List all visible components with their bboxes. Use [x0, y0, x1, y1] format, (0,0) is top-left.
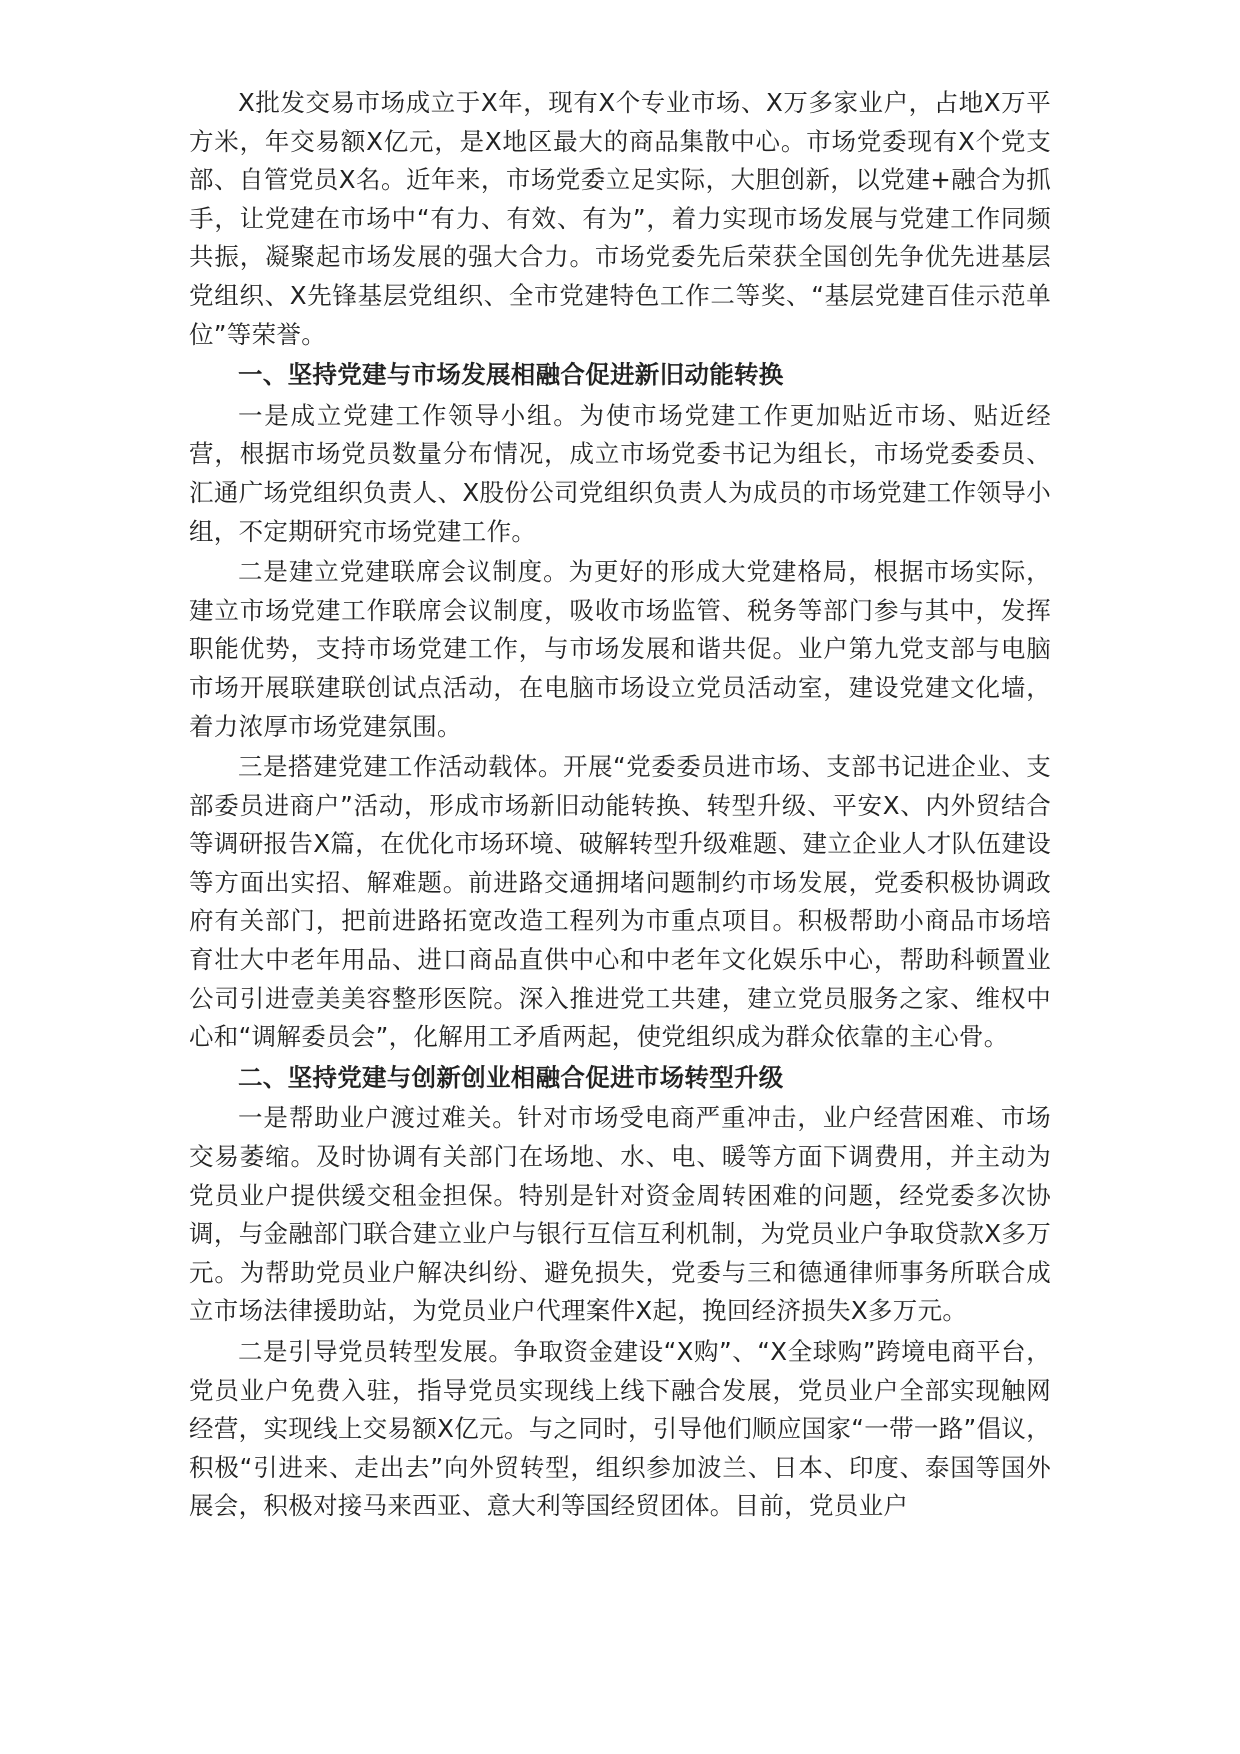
section-1-heading: 一、坚持党建与市场发展相融合促进新旧动能转换	[238, 360, 784, 390]
section-1-paragraph-1: 一是成立党建工作领导小组。为使市场党建工作更加贴近市场、贴近经营，根据市场党员数量分布情况，成立市场党委书记为组长，市场党委委员、汇通广场党组织负责人、X股份公司党组织负责人为成员的市场党建工作领导小组，不定期研究市场党建工作。	[189, 400, 1051, 546]
section-1-paragraph-2: 二是建立党建联席会议制度。为更好的形成大党建格局，根据市场实际，建立市场党建工作联席会议制度，吸收市场监管、税务等部门参与其中，发挥职能优势，支持市场党建工作，与市场发展和谐共促。业户第九党支部与电脑市场开展联建联创试点活动，在电脑市场设立党员活动室，建设党建文化墙，着力浓厚市场党建氛围。	[189, 557, 1051, 741]
section-2-paragraph-1: 一是帮助业户渡过难关。针对市场受电商严重冲击，业户经营困难、市场交易萎缩。及时协调有关部门在场地、水、电、暖等方面下调费用，并主动为党员业户提供缓交租金担保。特别是针对资金周转困难的问题，经党委多次协调，与金融部门联合建立业户与银行互信互利机制，为党员业户争取贷款X多万元。为帮助党员业户解决纠纷、避免损失，党委与三和德通律师事务所联合成立市场法律援助站，为党员业户代理案件X起，挽回经济损失X多万元。	[189, 1103, 1051, 1326]
document-body	[189, 84, 1051, 1528]
intro-paragraph: X批发交易市场成立于X年，现有X个专业市场、X万多家业户，占地X万平方米，年交易额X亿元，是X地区最大的商品集散中心。市场党委现有X个党支部、自管党员X名。近年来，市场党委立足实际，大胆创新，以党建+融合为抓手，让党建在市场中“有力、有效、有为”，着力实现市场发展与党建工作同频共振，凝聚起市场发展的强大合力。市场党委先后荣获全国创先争优先进基层党组织、X先锋基层党组织、全市党建特色工作二等奖、“基层党建百佳示范单位”等荣誉。	[189, 88, 1051, 349]
section-2-paragraph-2: 二是引导党员转型发展。争取资金建设“X购”、“X全球购”跨境电商平台，党员业户免费入驻，指导党员实现线上线下融合发展，党员业户全部实现触网经营，实现线上交易额X亿元。与之同时，引导他们顺应国家“一带一路”倡议，积极“引进来、走出去”向外贸转型，组织参加波兰、日本、印度、泰国等国外展会，积极对接马来西亚、意大利等国经贸团体。目前，党员业户	[189, 1337, 1051, 1521]
section-1-paragraph-3: 三是搭建党建工作活动载体。开展“党委委员进市场、支部书记进企业、支部委员进商户”活动，形成市场新旧动能转换、转型升级、平安X、内外贸结合等调研报告X篇，在优化市场环境、破解转型升级难题、建立企业人才队伍建设等方面出实招、解难题。前进路交通拥堵问题制约市场发展，党委积极协调政府有关部门，把前进路拓宽改造工程列为市重点项目。积极帮助小商品市场培育壮大中老年用品、进口商品直供中心和中老年文化娱乐中心，帮助科顿置业公司引进壹美美容整形医院。深入推进党工共建，建立党员服务之家、维权中心和“调解委员会”，化解用工矛盾两起，使党组织成为群众依靠的主心骨。	[189, 752, 1051, 1052]
section-2-heading: 二、坚持党建与创新创业相融合促进市场转型升级	[238, 1062, 784, 1092]
